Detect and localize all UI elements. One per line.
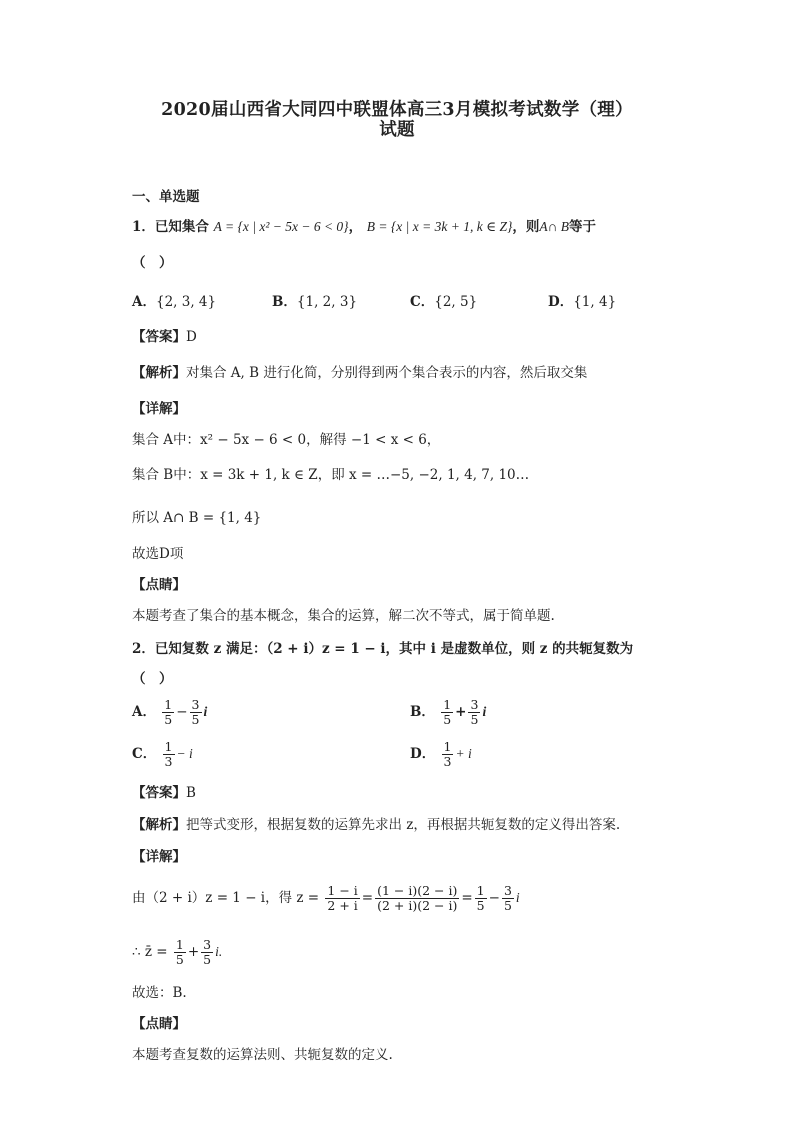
page-title-line2: 试题 — [379, 120, 415, 140]
section-heading: 一、单选题 — [132, 189, 200, 205]
fraction — [442, 740, 454, 769]
option-label: C． — [132, 746, 157, 762]
denominator: 5 — [175, 952, 184, 967]
imag-unit: i — [482, 704, 487, 719]
denominator: 2 + i — [327, 898, 358, 913]
option-label: A． — [132, 294, 156, 310]
q2-detail-tag: 【详解】 — [132, 849, 186, 865]
q1-set-b: B = {x | x = 3k + 1, k ∈ Z} — [366, 219, 513, 234]
option-value: {1, 4} — [573, 294, 617, 310]
q1-comment: 本题考查了集合的基本概念，集合的运算，解二次不等式，属于简单题. — [132, 608, 555, 624]
numerator: 1 — [164, 739, 173, 754]
option-value: {2, 5} — [434, 294, 478, 310]
page-title-line1: 2020届山西省大同四中联盟体高三3月模拟考试数学（理） — [161, 100, 633, 120]
analysis-text: 对集合 A, B 进行化简，分别得到两个集合表示的内容，然后取交集 — [186, 365, 588, 381]
q1-option-a[interactable] — [132, 290, 216, 310]
q1-expr: A∩ B — [539, 219, 569, 234]
numerator: 3 — [203, 937, 212, 952]
numerator: 1 — [476, 883, 485, 898]
analysis-tag: 【解析】 — [132, 365, 186, 381]
option-label: D． — [410, 746, 436, 762]
fraction — [468, 698, 480, 727]
q1-option-b[interactable] — [272, 290, 357, 310]
q2-paren: （ ） — [132, 671, 173, 687]
denominator: 5 — [164, 712, 173, 727]
q1-detail-tag: 【详解】 — [132, 401, 186, 417]
numerator: 1 — [443, 739, 452, 754]
denominator: 3 — [164, 754, 173, 769]
q1-option-d[interactable] — [548, 290, 616, 310]
denominator: (2 + i)(2 − i) — [377, 898, 458, 913]
fraction — [375, 884, 459, 913]
numerator: 3 — [470, 697, 479, 712]
numerator: 1 — [164, 697, 173, 712]
operator: + — [455, 704, 467, 720]
q2-answer — [132, 784, 196, 802]
q2-option-a[interactable] — [132, 698, 207, 727]
option-label: B． — [272, 294, 297, 310]
q1-option-c[interactable] — [410, 290, 477, 310]
q1-detail-line-1: 集合 A中：x² − 5x − 6 < 0，解得 −1 < x < 6， — [132, 432, 441, 448]
q1-stem-text: 已知集合 — [154, 219, 209, 235]
numerator: 1 — [443, 697, 452, 712]
operator: − — [176, 704, 188, 720]
analysis-text: 把等式变形，根据复数的运算先求出 z，再根据共轭复数的定义得出答案. — [186, 817, 621, 833]
option-value: {2, 3, 4} — [155, 294, 217, 310]
denominator: 5 — [443, 712, 452, 727]
numerator: 1 — [175, 937, 184, 952]
denominator: 5 — [476, 898, 485, 913]
q2-option-b[interactable] — [410, 698, 486, 727]
option-label: C． — [410, 294, 435, 310]
fraction — [502, 884, 514, 913]
q2-stem: 2．已知复数 z 满足：（2 + i）z = 1 − i，其中 i 是虚数单位，则 z 的共轭复数为 — [132, 641, 634, 657]
denominator: 5 — [203, 952, 212, 967]
q2-conjugate: ∴ z̄ = $\frac{1}{5}$ + $\frac{3}{5}$ i. — [132, 937, 223, 967]
q1-detail-line-2: 集合 B中：x = 3k + 1, k ∈ Z，即 x = …−5, −2, 1, 4, 7, 10… — [132, 467, 530, 483]
imag-unit: i — [515, 890, 520, 905]
fraction — [174, 938, 186, 967]
denominator: 5 — [470, 712, 479, 727]
denominator: 5 — [503, 898, 512, 913]
q1-stem — [132, 218, 596, 236]
q2-option-d[interactable] — [410, 740, 472, 769]
q1-paren: （ ） — [132, 255, 173, 271]
q1-answer — [132, 328, 197, 346]
numerator: 3 — [503, 883, 512, 898]
q1-analysis — [132, 364, 587, 382]
imag-unit: i — [203, 704, 208, 719]
q2-detail-equation: 由（2 + i）z = 1 − i，得 z = $\frac{1 - i}{2 + i}$ = $\frac{(1 - i)(2 - i)}{(2 + i)(2 - i)}$ = $\frac{1}{5}$ − $\frac{3}{5}$ i — [132, 883, 520, 913]
option-tail: − i — [176, 746, 193, 761]
q1-stem-mid: ，则 — [512, 219, 540, 235]
q1-comment-tag: 【点睛】 — [132, 577, 186, 593]
analysis-tag: 【解析】 — [132, 817, 186, 833]
fraction — [163, 740, 175, 769]
fraction — [201, 938, 213, 967]
q1-stem-end: 等于 — [568, 219, 596, 235]
option-label: D． — [548, 294, 574, 310]
answer-value: D — [186, 329, 197, 345]
q2-comment: 本题考查复数的运算法则、共轭复数的定义. — [132, 1047, 393, 1063]
option-label: A． — [132, 704, 156, 720]
q2-option-c[interactable] — [132, 740, 193, 769]
q2-analysis — [132, 816, 620, 834]
q2-choose: 故选：B. — [132, 985, 187, 1001]
denominator: 3 — [443, 754, 452, 769]
imag-unit: i. — [215, 944, 223, 959]
q1-number: 1． — [132, 219, 155, 235]
numerator: 1 − i — [327, 883, 358, 898]
denominator: 5 — [191, 712, 200, 727]
answer-value: B — [186, 785, 196, 801]
fraction — [441, 698, 453, 727]
numerator: 3 — [191, 697, 200, 712]
option-value: {1, 2, 3} — [296, 294, 358, 310]
answer-tag: 【答案】 — [132, 785, 186, 801]
fraction — [190, 698, 202, 727]
q2-comment-tag: 【点睛】 — [132, 1016, 186, 1032]
fraction — [475, 884, 487, 913]
q1-set-a: A = {x | x² − 5x − 6 < 0} — [213, 219, 349, 234]
option-label: B． — [410, 704, 435, 720]
q1-detail-line-4: 故选D项 — [132, 546, 184, 562]
numerator: (1 − i)(2 − i) — [377, 883, 458, 898]
fraction — [325, 884, 359, 913]
option-tail: + i — [455, 746, 472, 761]
q1-detail-line-3: 所以 A∩ B = {1, 4} — [132, 510, 262, 526]
fraction — [162, 698, 174, 727]
equation-lead: 由（2 + i）z = 1 − i，得 z = — [132, 890, 320, 906]
q1-sep: ， — [348, 219, 363, 235]
answer-tag: 【答案】 — [132, 329, 186, 345]
conjugate-lead: ∴ z̄ = — [132, 944, 168, 960]
